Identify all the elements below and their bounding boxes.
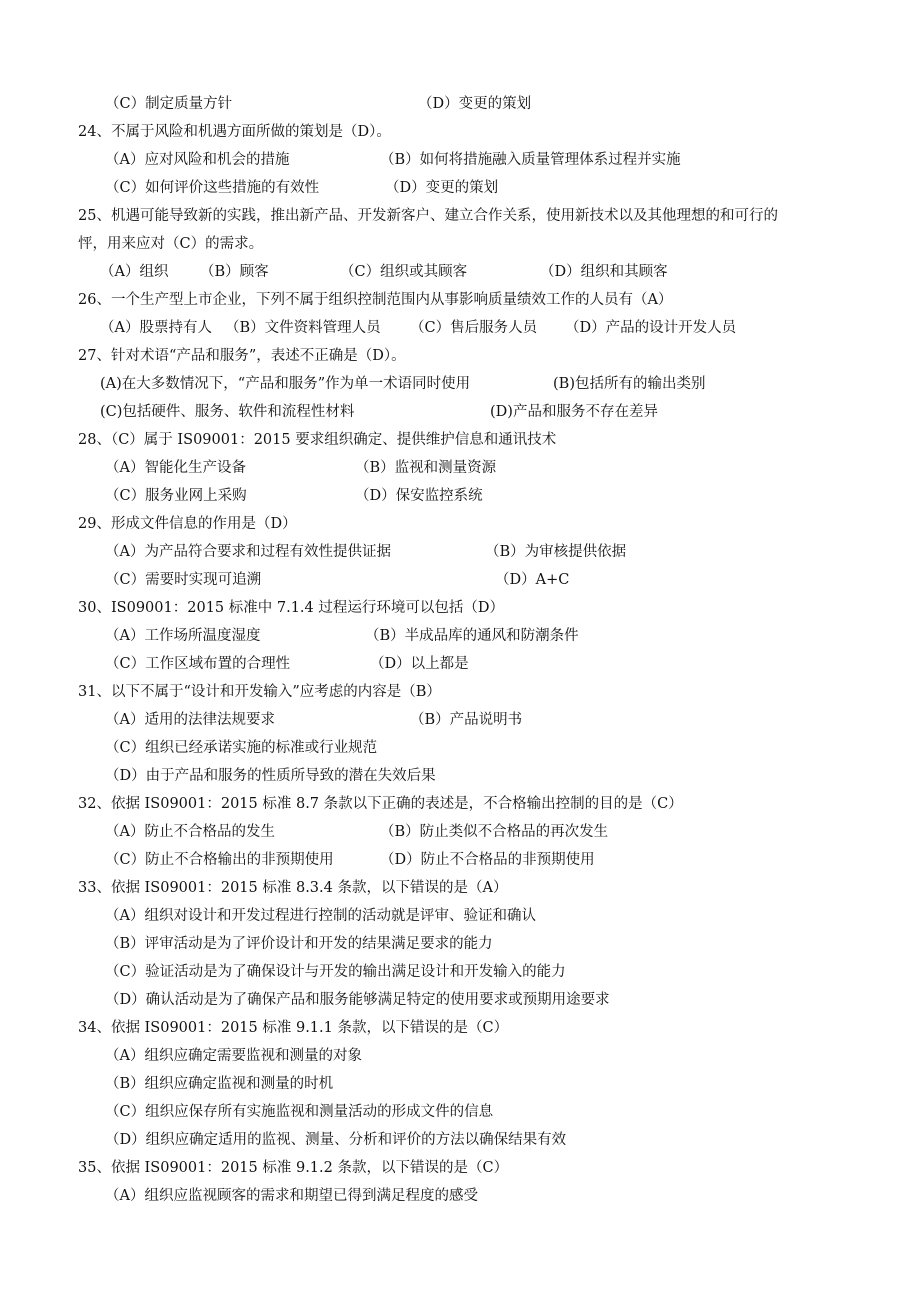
question-29-option-d: （D）A+C <box>495 572 570 588</box>
question-26-option-d: （D）产品的设计开发人员 <box>565 320 737 336</box>
question-34-option-a: （A）组织应确定需要监视和测量的对象 <box>105 1048 362 1064</box>
question-33-option-b: （B）评审活动是为了评价设计和开发的结果满足要求的能力 <box>105 936 493 952</box>
question-33-option-a: （A）组织对设计和开发过程进行控制的活动就是评审、验证和确认 <box>105 908 536 924</box>
question-27-stem: 27、针对术语“产品和服务”，表述不正确是（D）。 <box>78 348 406 364</box>
question-34-stem: 34、依据 IS09001：2015 标准 9.1.1 条款，以下错误的是（C） <box>78 1020 509 1036</box>
question-26-stem: 26、一个生产型上市企业，下列不属于组织控制范围内从事影响质量绩效工作的人员有（A） <box>78 292 673 308</box>
question-30-option-c: （C）工作区域布置的合理性 <box>105 656 291 672</box>
question-32-option-a: （A）防止不合格品的发生 <box>105 824 275 840</box>
question-24-option-b: （B）如何将措施融入质量管理体系过程并实施 <box>380 152 681 168</box>
question-31-option-d: （D）由于产品和服务的性质所导致的潜在失效后果 <box>105 768 436 784</box>
question-33-option-d: （D）确认活动是为了确保产品和服务能够满足特定的使用要求或预期用途要求 <box>105 992 610 1008</box>
question-27-option-c: (C)包括硬件、服务、软件和流程性材料 <box>100 404 355 420</box>
question-27-option-b: (B)包括所有的输出类别 <box>553 376 706 392</box>
question-30-option-d: （D）以上都是 <box>370 656 469 672</box>
question-25-option-d: （D）组织和其顾客 <box>540 264 668 280</box>
question-28-stem: 28、（C）属于 IS09001：2015 要求组织确定、提供维护信息和通讯技术 <box>78 432 557 448</box>
question-28-option-d: （D）保安监控系统 <box>355 488 483 504</box>
question-29-option-b: （B）为审核提供依据 <box>485 544 627 560</box>
question-25-option-a: （A）组织 <box>100 264 169 280</box>
question-31-option-b: （B）产品说明书 <box>410 712 523 728</box>
question-29-stem: 29、形成文件信息的作用是（D） <box>78 516 297 532</box>
question-31-option-c: （C）组织已经承诺实施的标准或行业规范 <box>105 740 378 756</box>
question-32-option-d: （D）防止不合格品的非预期使用 <box>380 852 595 868</box>
question-32-stem: 32、依据 IS09001：2015 标准 8.7 条款以下正确的表述是，不合格输出控制的目的是（C） <box>78 796 683 812</box>
option-c: （C）制定质量方针 <box>105 96 233 112</box>
question-34-option-c: （C）组织应保存所有实施监视和测量活动的形成文件的信息 <box>105 1104 494 1120</box>
question-33-option-c: （C）验证活动是为了确保设计与开发的输出满足设计和开发输入的能力 <box>105 964 566 980</box>
question-25-option-c: （C）组织或其顾客 <box>340 264 468 280</box>
question-28-option-c: （C）服务业网上采购 <box>105 488 247 504</box>
question-25-option-b: （B）顾客 <box>200 264 269 280</box>
question-34-option-d: （D）组织应确定适用的监视、测量、分析和评价的方法以确保结果有效 <box>105 1132 567 1148</box>
question-27-option-a: (A)在大多数情况下，“产品和服务”作为单一术语同时使用 <box>100 376 471 392</box>
question-28-option-a: （A）智能化生产设备 <box>105 460 246 476</box>
question-32-option-c: （C）防止不合格输出的非预期使用 <box>105 852 334 868</box>
question-35-stem: 35、依据 IS09001：2015 标准 9.1.2 条款，以下错误的是（C） <box>78 1160 509 1176</box>
question-28-option-b: （B）监视和测量资源 <box>355 460 497 476</box>
question-33-stem: 33、依据 IS09001：2015 标准 8.3.4 条款，以下错误的是（A） <box>78 880 508 896</box>
question-24-option-c: （C）如何评价这些措施的有效性 <box>105 180 320 196</box>
question-24-option-a: （A）应对风险和机会的措施 <box>105 152 290 168</box>
question-24-option-d: （D）变更的策划 <box>385 180 499 196</box>
question-31-option-a: （A）适用的法律法规要求 <box>105 712 275 728</box>
question-32-option-b: （B）防止类似不合格品的再次发生 <box>380 824 609 840</box>
question-26-option-b: （B）文件资料管理人员 <box>225 320 381 336</box>
question-25-stem: 25、机遇可能导致新的实践，推出新产品、开发新客户、建立合作关系，使用新技术以及其他理想的和可行的 <box>78 208 778 224</box>
question-31-stem: 31、以下不属于“设计和开发输入”应考虑的内容是（B） <box>78 684 441 700</box>
question-35-option-a: （A）组织应监视顾客的需求和期望已得到满足程度的感受 <box>105 1188 478 1204</box>
question-29-option-a: （A）为产品符合要求和过程有效性提供证据 <box>105 544 391 560</box>
question-26-option-c: （C）售后服务人员 <box>410 320 538 336</box>
question-30-stem: 30、IS09001：2015 标准中 7.1.4 过程运行环境可以包括（D） <box>78 600 504 616</box>
question-30-option-a: （A）工作场所温度湿度 <box>105 628 261 644</box>
question-24-stem: 24、不属于风险和机遇方面所做的策划是（D）。 <box>78 124 391 140</box>
question-25-stem-continued: 怦，用来应对（C）的需求。 <box>78 236 264 252</box>
question-27-option-d: (D)产品和服务不存在差异 <box>490 404 658 420</box>
question-30-option-b: （B）半成品库的通风和防潮条件 <box>365 628 579 644</box>
question-26-option-a: （A）股票持有人 <box>100 320 212 336</box>
option-d: （D）变更的策划 <box>418 96 532 112</box>
question-29-option-c: （C）需要时实现可追溯 <box>105 572 262 588</box>
question-34-option-b: （B）组织应确定监视和测量的时机 <box>105 1076 334 1092</box>
